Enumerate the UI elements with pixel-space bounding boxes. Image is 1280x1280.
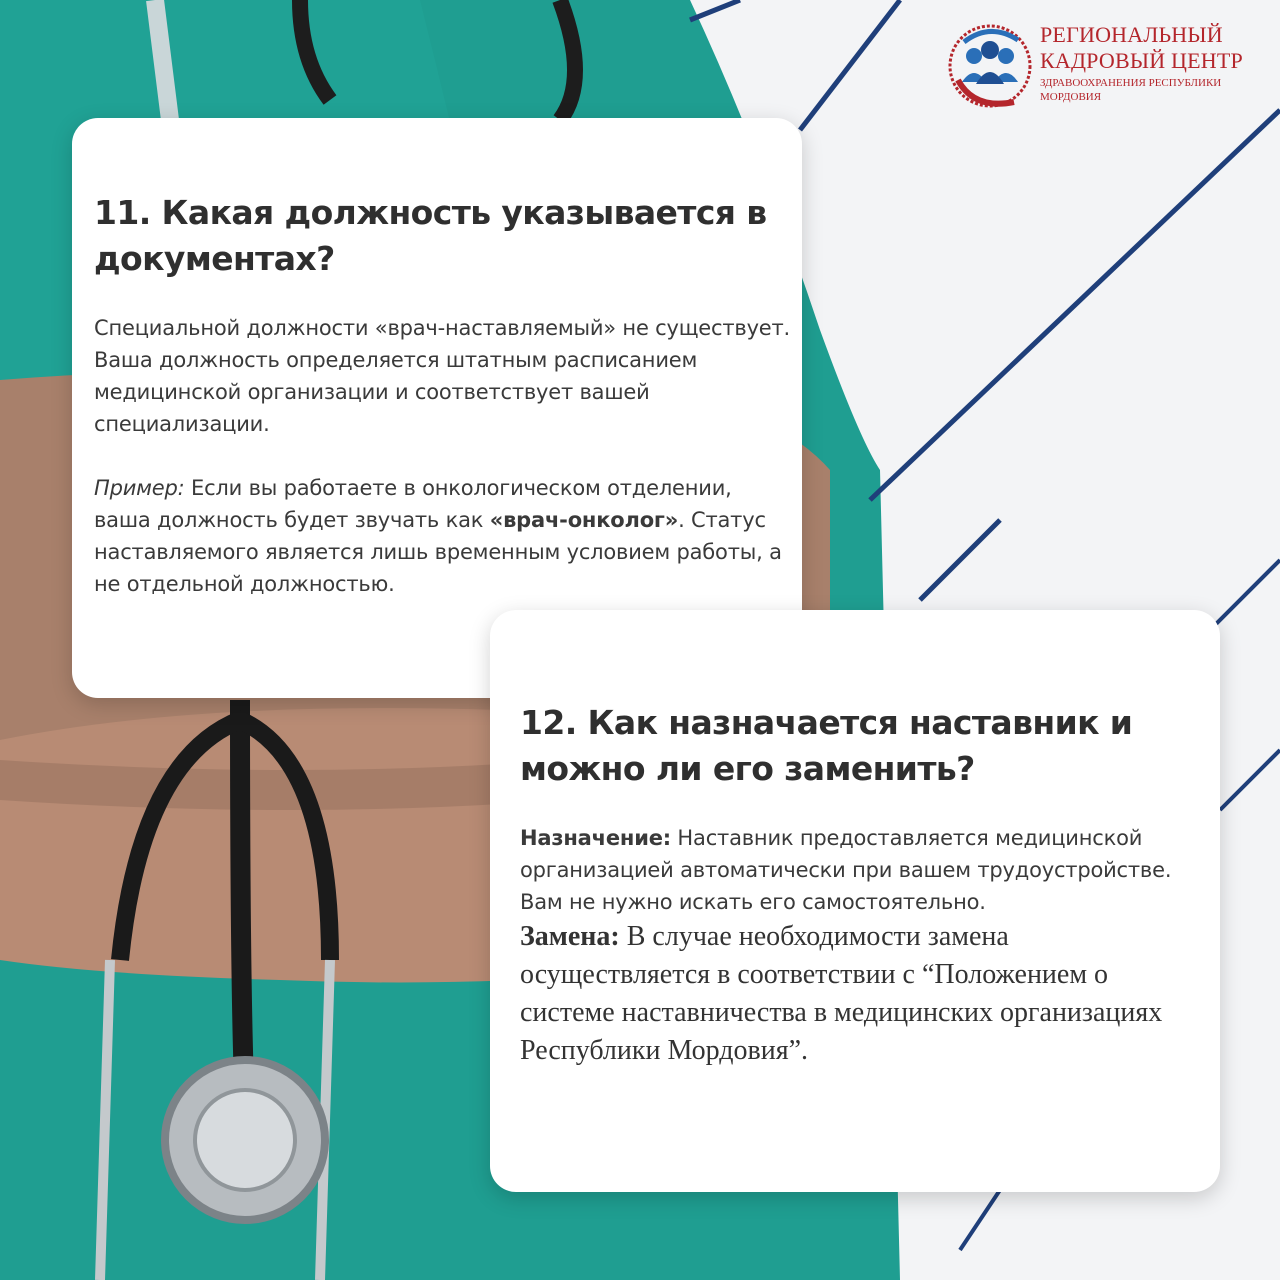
logo-title-line2: КАДРОВЫЙ ЦЕНТР	[1040, 48, 1243, 73]
example-label: Пример:	[94, 476, 185, 500]
example-text: Если вы работаете в онкологическом отделении, ваша должность будет звучать как	[94, 476, 732, 532]
question-card-12	[490, 610, 1220, 1192]
people-group-icon	[944, 20, 1036, 112]
question-title: 12. Как назначается наставник и можно ли его заменить?	[520, 703, 1133, 788]
logo-title-line1: РЕГИОНАЛЬНЫЙ	[1040, 22, 1223, 47]
organization-logo	[944, 18, 1264, 118]
replacement-text: В случае необходимости замена осуществляется в соответствии с “Положением о системе наставничества в медицинских организациях Республики Мордовия”.	[520, 921, 1163, 1066]
example-highlight: «врач-онколог»	[489, 508, 679, 532]
replacement-label: Замена:	[520, 921, 620, 952]
replacement-paragraph	[520, 918, 1200, 1070]
assignment-label: Назначение:	[520, 826, 671, 850]
answer-paragraph: Специальной должности «врач-наставляемый» не существует. Ваша должность определяется штатным расписанием медицинской организации и соответствует вашей специализации.	[94, 316, 791, 436]
question-title: 11. Какая должность указывается в документах?	[94, 193, 767, 278]
assignment-paragraph	[520, 822, 1210, 918]
logo-subtitle: ЗДРАВООХРАНЕНИЯ РЕСПУБЛИКИ МОРДОВИЯ	[1040, 77, 1222, 103]
example-text-end: . Статус наставляемого является лишь временным условием работы, а не отдельной должностью.	[94, 508, 782, 596]
assignment-text: Наставник предоставляется медицинской организацией автоматически при вашем трудоустройстве. Вам не нужно искать его самостоятельно.	[520, 826, 1172, 914]
example-paragraph	[94, 472, 794, 600]
